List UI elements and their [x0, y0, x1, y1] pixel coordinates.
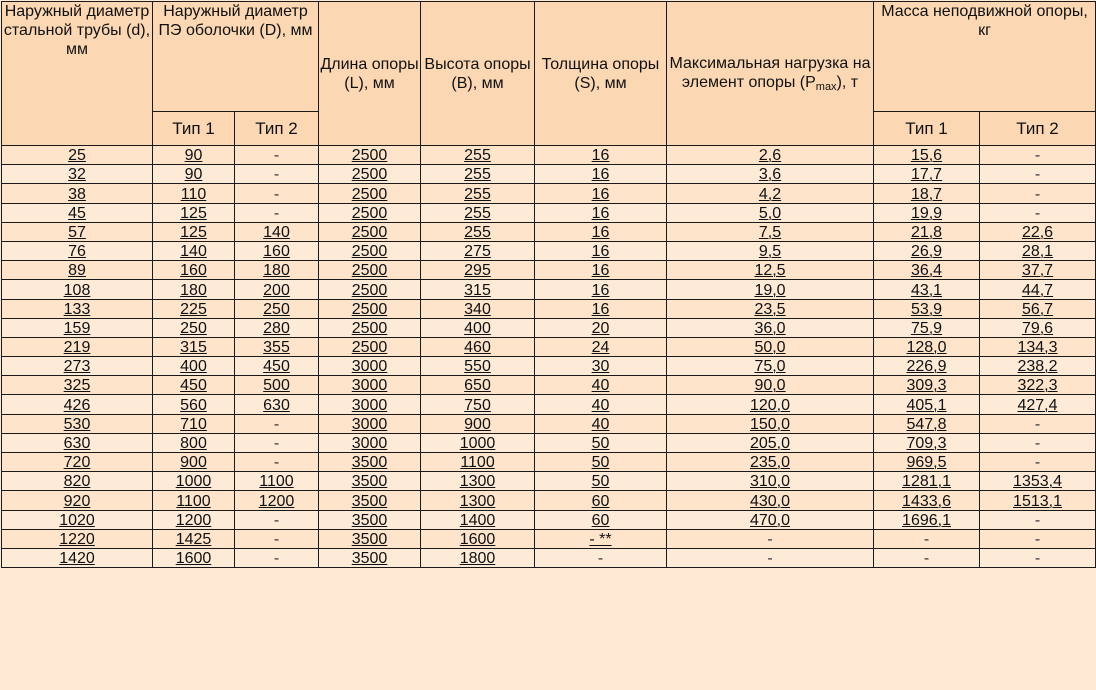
cell-steel-diameter: 159: [2, 318, 153, 337]
cell-pe-type1: 400: [153, 357, 235, 376]
cell-mass-type2: -: [980, 414, 1096, 433]
cell-thickness: 50: [535, 453, 667, 472]
cell-pe-type1: 160: [153, 261, 235, 280]
cell-mass-type2: 427,4: [980, 395, 1096, 414]
header-steel-diameter: Наружный диаметр стальной трубы (d), мм: [2, 2, 153, 146]
cell-pe-type1: 90: [153, 146, 235, 165]
cell-max-load: 150,0: [667, 414, 874, 433]
cell-max-load: 4,2: [667, 184, 874, 203]
header-pe-type2: Тип 2: [235, 112, 319, 146]
cell-steel-diameter: 108: [2, 280, 153, 299]
cell-mass-type1: -: [874, 529, 980, 548]
table-row: [2, 395, 1096, 414]
cell-pe-type1: 225: [153, 299, 235, 318]
cell-mass-type1: 53,9: [874, 299, 980, 318]
cell-length: 3500: [319, 510, 421, 529]
cell-mass-type2: -: [980, 203, 1096, 222]
cell-pe-type1: 315: [153, 337, 235, 356]
cell-max-load: 12,5: [667, 261, 874, 280]
cell-length: 2500: [319, 203, 421, 222]
cell-steel-diameter: 76: [2, 241, 153, 260]
cell-max-load: 19,0: [667, 280, 874, 299]
cell-steel-diameter: 1220: [2, 529, 153, 548]
cell-pe-type2: 450: [235, 357, 319, 376]
cell-height: 1300: [421, 472, 535, 491]
cell-height: 1400: [421, 510, 535, 529]
cell-thickness: 40: [535, 376, 667, 395]
cell-mass-type2: -: [980, 146, 1096, 165]
cell-mass-type1: 15,6: [874, 146, 980, 165]
cell-pe-type2: 160: [235, 241, 319, 260]
cell-max-load: 75,0: [667, 357, 874, 376]
cell-pe-type1: 900: [153, 453, 235, 472]
cell-steel-diameter: 25: [2, 146, 153, 165]
cell-length: 2500: [319, 241, 421, 260]
cell-pe-type1: 140: [153, 241, 235, 260]
cell-mass-type2: 238,2: [980, 357, 1096, 376]
cell-pe-type2: 250: [235, 299, 319, 318]
cell-pe-type2: 630: [235, 395, 319, 414]
cell-thickness: 16: [535, 165, 667, 184]
cell-max-load: 23,5: [667, 299, 874, 318]
cell-length: 3500: [319, 453, 421, 472]
cell-pe-type1: 125: [153, 222, 235, 241]
cell-pe-type1: 560: [153, 395, 235, 414]
cell-mass-type1: 547,8: [874, 414, 980, 433]
cell-thickness: -: [535, 548, 667, 567]
header-height: Высота опоры (B), мм: [421, 2, 535, 146]
cell-pe-type2: 280: [235, 318, 319, 337]
cell-length: 2500: [319, 146, 421, 165]
cell-height: 315: [421, 280, 535, 299]
cell-mass-type2: 1513,1: [980, 491, 1096, 510]
table-row: [2, 261, 1096, 280]
cell-pe-type2: 1100: [235, 472, 319, 491]
header-length: Длина опоры (L), мм: [319, 2, 421, 146]
cell-mass-type1: 1433,6: [874, 491, 980, 510]
cell-thickness: 20: [535, 318, 667, 337]
cell-mass-type2: 322,3: [980, 376, 1096, 395]
cell-thickness: 60: [535, 491, 667, 510]
cell-mass-type1: 26,9: [874, 241, 980, 260]
cell-mass-type2: -: [980, 548, 1096, 567]
cell-height: 1000: [421, 433, 535, 452]
cell-height: 255: [421, 165, 535, 184]
table-row: [2, 529, 1096, 548]
cell-pe-type2: -: [235, 529, 319, 548]
cell-pe-type2: 140: [235, 222, 319, 241]
table-row: [2, 453, 1096, 472]
cell-thickness: 50: [535, 433, 667, 452]
cell-steel-diameter: 630: [2, 433, 153, 452]
table-row: [2, 337, 1096, 356]
cell-mass-type2: -: [980, 165, 1096, 184]
table-row: [2, 241, 1096, 260]
cell-thickness: 60: [535, 510, 667, 529]
cell-steel-diameter: 38: [2, 184, 153, 203]
table-row: [2, 318, 1096, 337]
table-row: [2, 184, 1096, 203]
cell-max-load: 5,0: [667, 203, 874, 222]
cell-mass-type1: 18,7: [874, 184, 980, 203]
cell-mass-type1: 21,8: [874, 222, 980, 241]
table-row: [2, 146, 1096, 165]
cell-height: 1100: [421, 453, 535, 472]
support-spec-table: [1, 1, 1096, 568]
header-thickness: Толщина опоры (S), мм: [535, 2, 667, 146]
cell-pe-type2: 500: [235, 376, 319, 395]
cell-mass-type1: 969,5: [874, 453, 980, 472]
cell-height: 750: [421, 395, 535, 414]
cell-steel-diameter: 32: [2, 165, 153, 184]
cell-max-load: 2,6: [667, 146, 874, 165]
cell-mass-type2: 44,7: [980, 280, 1096, 299]
cell-max-load: 50,0: [667, 337, 874, 356]
cell-pe-type2: 355: [235, 337, 319, 356]
cell-pe-type2: -: [235, 165, 319, 184]
cell-thickness: - **: [535, 529, 667, 548]
table-row: [2, 165, 1096, 184]
cell-pe-type1: 125: [153, 203, 235, 222]
max-load-unit: ), т: [836, 73, 859, 91]
table-row: [2, 491, 1096, 510]
header-mass-type1: Тип 1: [874, 112, 980, 146]
cell-steel-diameter: 325: [2, 376, 153, 395]
cell-max-load: 7,5: [667, 222, 874, 241]
cell-mass-type2: 134,3: [980, 337, 1096, 356]
cell-max-load: 235,0: [667, 453, 874, 472]
cell-thickness: 16: [535, 280, 667, 299]
cell-length: 2500: [319, 318, 421, 337]
cell-steel-diameter: 820: [2, 472, 153, 491]
cell-steel-diameter: 89: [2, 261, 153, 280]
cell-mass-type2: 37,7: [980, 261, 1096, 280]
cell-pe-type2: -: [235, 203, 319, 222]
max-load-subscript: max: [815, 80, 837, 93]
cell-length: 3000: [319, 433, 421, 452]
cell-steel-diameter: 273: [2, 357, 153, 376]
cell-height: 275: [421, 241, 535, 260]
cell-mass-type1: 709,3: [874, 433, 980, 452]
cell-max-load: 205,0: [667, 433, 874, 452]
cell-mass-type2: 22,6: [980, 222, 1096, 241]
cell-max-load: 3,6: [667, 165, 874, 184]
cell-max-load: -: [667, 529, 874, 548]
cell-mass-type2: -: [980, 510, 1096, 529]
cell-height: 900: [421, 414, 535, 433]
cell-thickness: 16: [535, 261, 667, 280]
table-row: [2, 357, 1096, 376]
cell-steel-diameter: 133: [2, 299, 153, 318]
cell-length: 3000: [319, 414, 421, 433]
cell-height: 295: [421, 261, 535, 280]
cell-height: 550: [421, 357, 535, 376]
cell-height: 460: [421, 337, 535, 356]
cell-mass-type2: -: [980, 529, 1096, 548]
cell-mass-type2: -: [980, 184, 1096, 203]
cell-mass-type1: 405,1: [874, 395, 980, 414]
cell-length: 3000: [319, 395, 421, 414]
cell-mass-type1: 309,3: [874, 376, 980, 395]
cell-mass-type2: -: [980, 433, 1096, 452]
cell-pe-type1: 110: [153, 184, 235, 203]
cell-steel-diameter: 1420: [2, 548, 153, 567]
cell-mass-type2: -: [980, 453, 1096, 472]
table-row: [2, 414, 1096, 433]
cell-max-load: 90,0: [667, 376, 874, 395]
cell-length: 3500: [319, 491, 421, 510]
cell-length: 3000: [319, 376, 421, 395]
cell-mass-type1: 19,9: [874, 203, 980, 222]
cell-thickness: 16: [535, 222, 667, 241]
cell-pe-type2: 180: [235, 261, 319, 280]
cell-length: 2500: [319, 222, 421, 241]
cell-thickness: 24: [535, 337, 667, 356]
cell-length: 3500: [319, 472, 421, 491]
table-row: [2, 472, 1096, 491]
cell-mass-type2: 28,1: [980, 241, 1096, 260]
header-mass: Масса неподвижной опоры, кг: [874, 2, 1096, 112]
cell-length: 2500: [319, 280, 421, 299]
table-row: [2, 510, 1096, 529]
cell-pe-type1: 800: [153, 433, 235, 452]
cell-pe-type1: 250: [153, 318, 235, 337]
table-body: [2, 146, 1096, 568]
cell-pe-type2: -: [235, 453, 319, 472]
cell-length: 2500: [319, 184, 421, 203]
header-pe-type1: Тип 1: [153, 112, 235, 146]
cell-pe-type2: -: [235, 146, 319, 165]
cell-steel-diameter: 720: [2, 453, 153, 472]
cell-length: 2500: [319, 165, 421, 184]
cell-mass-type1: 17,7: [874, 165, 980, 184]
cell-height: 650: [421, 376, 535, 395]
cell-pe-type1: 450: [153, 376, 235, 395]
cell-max-load: 310,0: [667, 472, 874, 491]
cell-thickness: 16: [535, 299, 667, 318]
cell-mass-type1: 226,9: [874, 357, 980, 376]
cell-thickness: 16: [535, 146, 667, 165]
cell-length: 3500: [319, 529, 421, 548]
cell-pe-type2: 200: [235, 280, 319, 299]
cell-steel-diameter: 45: [2, 203, 153, 222]
cell-pe-type1: 1425: [153, 529, 235, 548]
cell-height: 400: [421, 318, 535, 337]
cell-pe-type2: 1200: [235, 491, 319, 510]
table-row: [2, 299, 1096, 318]
cell-max-load: 470,0: [667, 510, 874, 529]
cell-height: 1300: [421, 491, 535, 510]
table-row: [2, 203, 1096, 222]
cell-pe-type1: 710: [153, 414, 235, 433]
cell-max-load: 120,0: [667, 395, 874, 414]
cell-mass-type1: 1281,1: [874, 472, 980, 491]
cell-height: 340: [421, 299, 535, 318]
header-pe-diameter: Наружный диаметр ПЭ оболочки (D), мм: [153, 2, 319, 112]
cell-thickness: 50: [535, 472, 667, 491]
cell-steel-diameter: 426: [2, 395, 153, 414]
cell-length: 3500: [319, 548, 421, 567]
table-row: [2, 280, 1096, 299]
table-row: [2, 433, 1096, 452]
cell-max-load: -: [667, 548, 874, 567]
table-row: [2, 222, 1096, 241]
cell-thickness: 16: [535, 203, 667, 222]
cell-mass-type1: 75,9: [874, 318, 980, 337]
cell-mass-type2: 56,7: [980, 299, 1096, 318]
cell-thickness: 40: [535, 414, 667, 433]
cell-height: 255: [421, 184, 535, 203]
cell-pe-type1: 180: [153, 280, 235, 299]
cell-length: 2500: [319, 261, 421, 280]
cell-pe-type1: 1200: [153, 510, 235, 529]
cell-steel-diameter: 920: [2, 491, 153, 510]
cell-pe-type2: -: [235, 548, 319, 567]
header-max-load: [667, 2, 874, 146]
cell-length: 3000: [319, 357, 421, 376]
cell-mass-type2: 79,6: [980, 318, 1096, 337]
cell-mass-type1: -: [874, 548, 980, 567]
cell-pe-type1: 90: [153, 165, 235, 184]
cell-pe-type2: -: [235, 433, 319, 452]
cell-pe-type2: -: [235, 184, 319, 203]
cell-length: 2500: [319, 337, 421, 356]
cell-height: 1600: [421, 529, 535, 548]
cell-pe-type1: 1600: [153, 548, 235, 567]
table-row: [2, 548, 1096, 567]
cell-height: 1800: [421, 548, 535, 567]
max-load-label: Максимальная нагрузка на элемент опоры (P: [669, 54, 871, 91]
cell-height: 255: [421, 203, 535, 222]
cell-thickness: 16: [535, 184, 667, 203]
cell-max-load: 430,0: [667, 491, 874, 510]
table-row: [2, 376, 1096, 395]
cell-max-load: 9,5: [667, 241, 874, 260]
cell-pe-type2: -: [235, 510, 319, 529]
cell-mass-type2: 1353,4: [980, 472, 1096, 491]
cell-mass-type1: 1696,1: [874, 510, 980, 529]
cell-thickness: 30: [535, 357, 667, 376]
cell-steel-diameter: 530: [2, 414, 153, 433]
cell-pe-type1: 1100: [153, 491, 235, 510]
cell-height: 255: [421, 222, 535, 241]
cell-mass-type1: 43,1: [874, 280, 980, 299]
cell-thickness: 16: [535, 241, 667, 260]
cell-mass-type1: 128,0: [874, 337, 980, 356]
cell-mass-type1: 36,4: [874, 261, 980, 280]
cell-pe-type2: -: [235, 414, 319, 433]
header-mass-type2: Тип 2: [980, 112, 1096, 146]
cell-max-load: 36,0: [667, 318, 874, 337]
cell-steel-diameter: 219: [2, 337, 153, 356]
cell-height: 255: [421, 146, 535, 165]
cell-pe-type1: 1000: [153, 472, 235, 491]
cell-thickness: 40: [535, 395, 667, 414]
cell-steel-diameter: 1020: [2, 510, 153, 529]
cell-steel-diameter: 57: [2, 222, 153, 241]
cell-length: 2500: [319, 299, 421, 318]
